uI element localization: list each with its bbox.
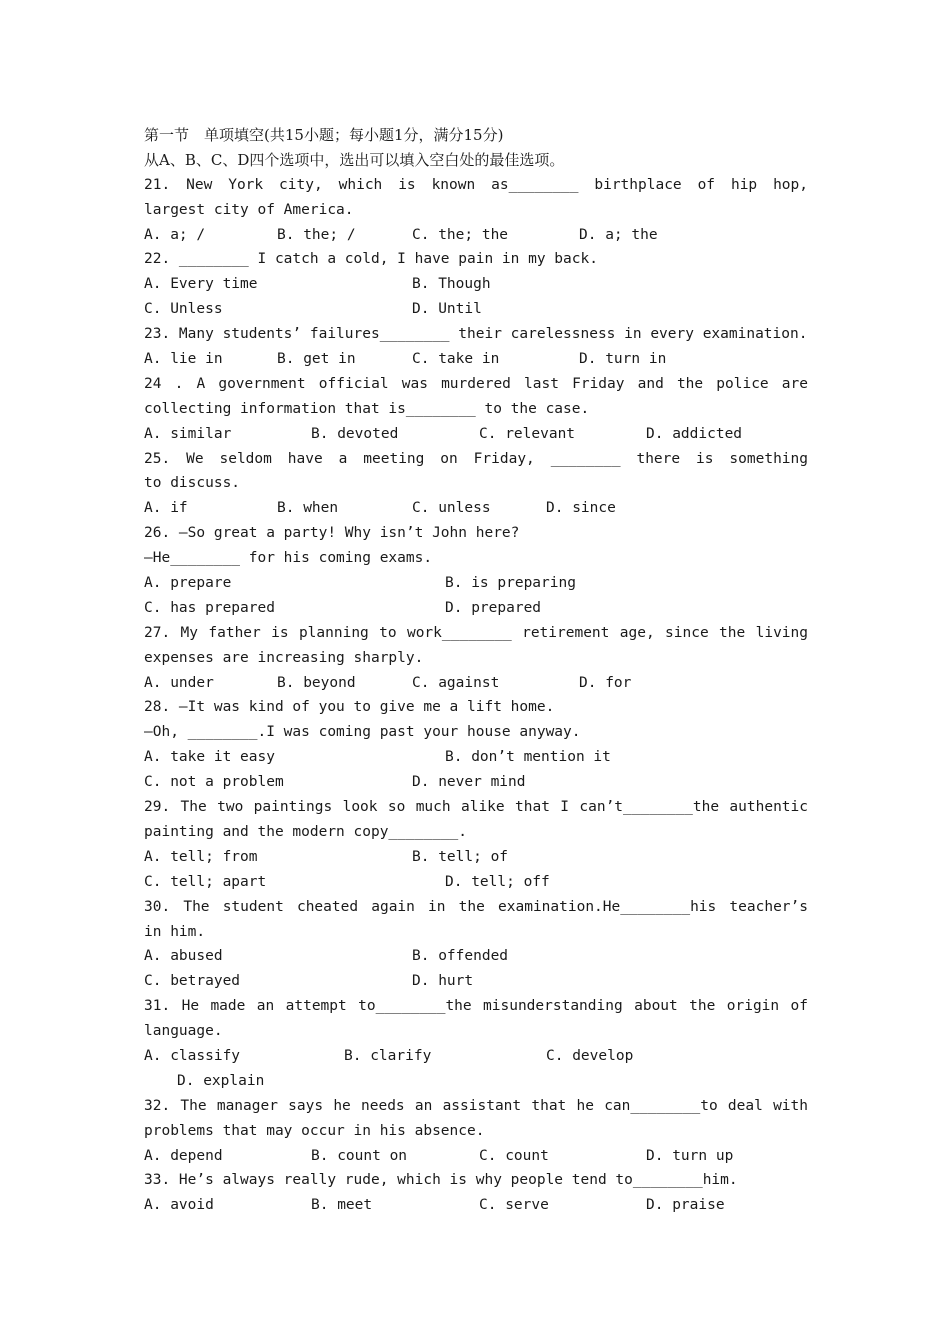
- answer-option[interactable]: B. is preparing: [445, 575, 576, 592]
- question-text-line: in him.: [144, 923, 206, 940]
- answer-option[interactable]: D. Until: [412, 301, 482, 318]
- answer-option[interactable]: C. develop: [546, 1047, 634, 1064]
- option-row: [144, 596, 808, 621]
- option-row: [144, 297, 808, 322]
- option-row: [144, 1193, 808, 1218]
- option-row: [144, 272, 808, 297]
- exam-content: [144, 123, 808, 1218]
- question-text-line: language.: [144, 1023, 223, 1040]
- answer-option[interactable]: A. abused: [144, 948, 223, 965]
- answer-option[interactable]: A. classify: [144, 1047, 241, 1064]
- option-row: [144, 1144, 808, 1169]
- answer-option[interactable]: B. get in: [277, 351, 356, 368]
- option-row: [144, 745, 808, 770]
- answer-option[interactable]: D. addicted: [646, 425, 743, 442]
- question-33: [144, 1168, 808, 1218]
- answer-option[interactable]: A. similar: [144, 425, 232, 442]
- question-text-line: 23. Many students’ failures________ their carelessness in every examination.: [144, 326, 808, 343]
- answer-option[interactable]: C. serve: [479, 1197, 549, 1214]
- option-row: [144, 671, 808, 696]
- answer-option[interactable]: B. beyond: [277, 674, 356, 691]
- answer-option[interactable]: C. relevant: [479, 425, 576, 442]
- answer-option[interactable]: A. Every time: [144, 276, 258, 293]
- answer-option[interactable]: D. for: [579, 674, 632, 691]
- option-row: [144, 422, 808, 447]
- answer-option[interactable]: B. meet: [311, 1197, 373, 1214]
- question-text-line: —Oh, ________.I was coming past your house anyway.: [144, 724, 581, 741]
- answer-option[interactable]: A. lie in: [144, 351, 223, 368]
- question-text-line: —He________ for his coming exams.: [144, 550, 433, 567]
- section-title: 第一节 单项填空(共15小题；每小题1分，满分15分): [144, 126, 504, 144]
- answer-option[interactable]: C. betrayed: [144, 973, 241, 990]
- answer-option[interactable]: A. avoid: [144, 1197, 214, 1214]
- question-text-line: 33. He’s always really rude, which is why people tend to________him.: [144, 1172, 738, 1189]
- option-row: [144, 1044, 808, 1069]
- question-32: [144, 1094, 808, 1169]
- option-row: [144, 969, 808, 994]
- question-text-line: 25. We seldom have a meeting on Friday, ________ there is something: [144, 450, 808, 467]
- question-text-line: 32. The manager says he needs an assistant that he can________to deal with: [144, 1097, 808, 1114]
- question-text-line: 22. ________ I catch a cold, I have pain in my back.: [144, 251, 598, 268]
- question-text-line: largest city of America.: [144, 201, 354, 218]
- question-22: [144, 247, 808, 322]
- answer-option[interactable]: D. turn up: [646, 1147, 734, 1164]
- answer-option[interactable]: C. unless: [412, 500, 491, 517]
- answer-option[interactable]: A. prepare: [144, 575, 232, 592]
- option-row: [144, 944, 808, 969]
- question-text-line: to discuss.: [144, 475, 241, 492]
- question-text-line: problems that may occur in his absence.: [144, 1122, 485, 1139]
- answer-option[interactable]: A. a; /: [144, 226, 206, 243]
- answer-option[interactable]: B. don’t mention it: [445, 749, 611, 766]
- question-26: [144, 521, 808, 621]
- question-text-line: 24 . A government official was murdered last Friday and the police are: [144, 375, 808, 392]
- question-text-line: 28. —It was kind of you to give me a lift home.: [144, 699, 555, 716]
- question-28: [144, 695, 808, 795]
- question-text-line: 21. New York city, which is known as________ birthplace of hip hop,: [144, 176, 808, 193]
- answer-option[interactable]: B. tell; of: [412, 848, 509, 865]
- answer-option[interactable]: D. explain: [177, 1072, 265, 1089]
- answer-option[interactable]: B. offended: [412, 948, 509, 965]
- answer-option[interactable]: B. clarify: [344, 1047, 432, 1064]
- question-text-line: 30. The student cheated again in the examination.He________his teacher’s: [144, 898, 808, 915]
- answer-option[interactable]: C. has prepared: [144, 599, 275, 616]
- option-row: [144, 496, 808, 521]
- answer-option[interactable]: B. when: [277, 500, 339, 517]
- option-row: [144, 845, 808, 870]
- option-row: [144, 770, 808, 795]
- question-text-line: 31. He made an attempt to________the misunderstanding about the origin of: [144, 998, 808, 1015]
- answer-option[interactable]: C. not a problem: [144, 774, 284, 791]
- question-text-line: expenses are increasing sharply.: [144, 649, 424, 666]
- answer-option[interactable]: C. Unless: [144, 301, 223, 318]
- question-25: [144, 447, 808, 522]
- answer-option[interactable]: C. the; the: [412, 226, 509, 243]
- answer-option[interactable]: C. against: [412, 674, 500, 691]
- answer-option[interactable]: D. praise: [646, 1197, 725, 1214]
- answer-option[interactable]: A. if: [144, 500, 188, 517]
- question-31: [144, 994, 808, 1094]
- answer-option[interactable]: B. the; /: [277, 226, 356, 243]
- answer-option[interactable]: D. prepared: [445, 599, 542, 616]
- question-29: [144, 795, 808, 895]
- answer-option[interactable]: D. never mind: [412, 774, 526, 791]
- question-text-line: 26. —So great a party! Why isn’t John here?: [144, 525, 520, 542]
- answer-option[interactable]: A. depend: [144, 1147, 223, 1164]
- answer-option[interactable]: D. tell; off: [445, 873, 550, 890]
- question-text-line: 29. The two paintings look so much alike that I can’t________the authentic: [144, 799, 808, 816]
- answer-option[interactable]: C. tell; apart: [144, 873, 267, 890]
- answer-option[interactable]: C. count: [479, 1147, 549, 1164]
- question-text-line: painting and the modern copy________.: [144, 823, 468, 840]
- question-text-line: collecting information that is________ to the case.: [144, 400, 590, 417]
- answer-option[interactable]: A. under: [144, 674, 214, 691]
- question-30: [144, 895, 808, 995]
- question-24: [144, 372, 808, 447]
- question-23: [144, 322, 808, 372]
- answer-option[interactable]: B. count on: [311, 1147, 408, 1164]
- answer-option[interactable]: D. turn in: [579, 351, 667, 368]
- question-27: [144, 621, 808, 696]
- question-list: [144, 173, 808, 1218]
- section-instruction: 从A、B、C、D四个选项中，选出可以填入空白处的最佳选项。: [144, 150, 565, 169]
- answer-option[interactable]: D. since: [546, 500, 616, 517]
- answer-option[interactable]: C. take in: [412, 351, 500, 368]
- answer-option[interactable]: D. a; the: [579, 226, 658, 243]
- option-row: [144, 870, 808, 895]
- answer-option[interactable]: B. Though: [412, 276, 491, 293]
- option-row: [144, 223, 808, 248]
- answer-option[interactable]: D. hurt: [412, 973, 474, 990]
- answer-option[interactable]: B. devoted: [311, 425, 399, 442]
- option-row: [144, 347, 808, 372]
- answer-option[interactable]: A. tell; from: [144, 848, 258, 865]
- option-row: [144, 1069, 808, 1094]
- question-21: [144, 173, 808, 248]
- question-text-line: 27. My father is planning to work________ retirement age, since the living: [144, 624, 808, 641]
- answer-option[interactable]: A. take it easy: [144, 749, 275, 766]
- option-row: [144, 571, 808, 596]
